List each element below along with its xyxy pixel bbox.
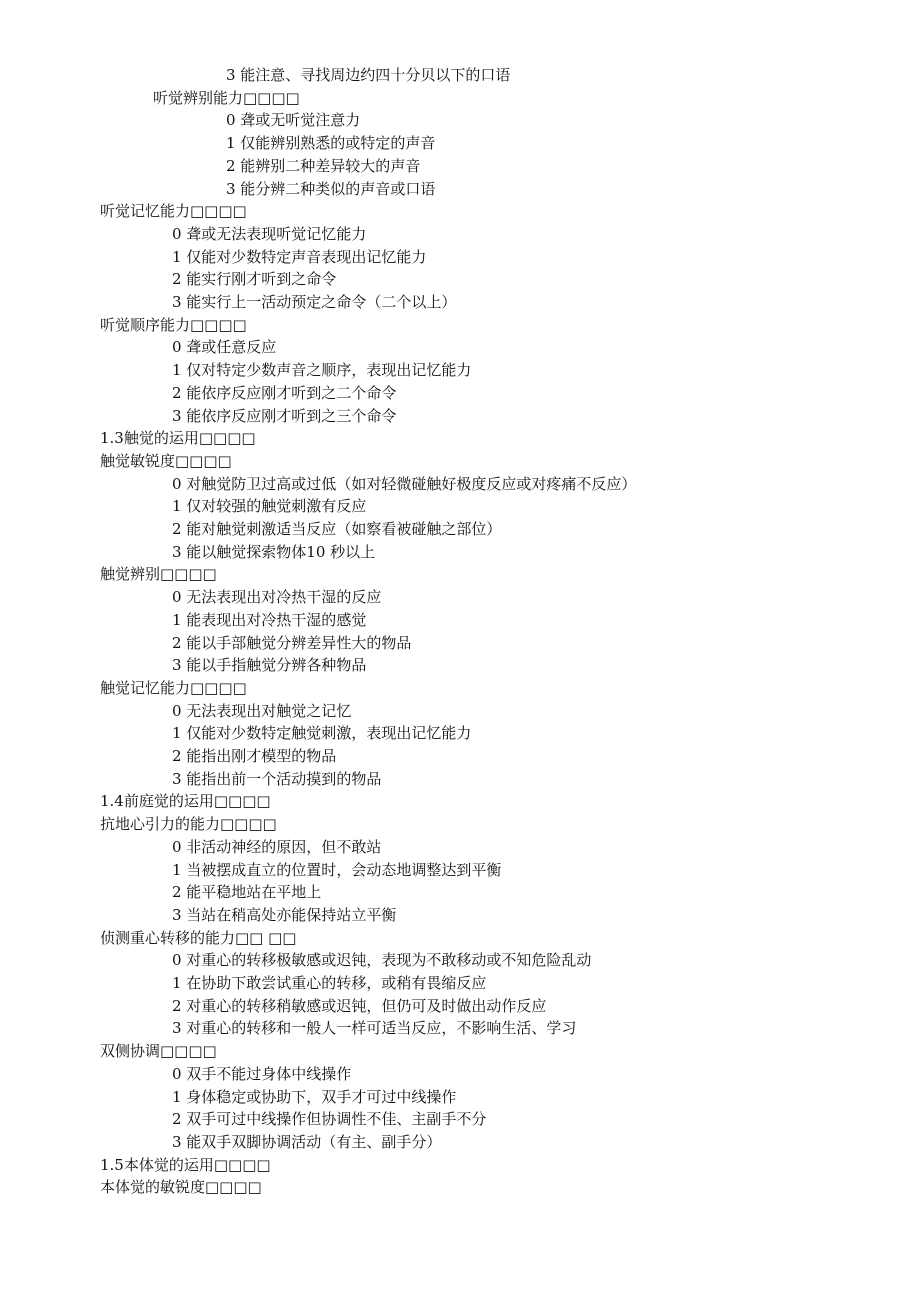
option-line: 3 能注意、寻找周边约四十分贝以下的口语: [226, 66, 511, 84]
option-line: 2 对重心的转移稍敏感或迟钝，但仍可及时做出动作反应: [172, 996, 547, 1015]
option-line: 1 身体稳定或协助下，双手才可过中线操作: [172, 1087, 457, 1106]
option-line: 3 对重心的转移和一般人一样可适当反应，不影响生活、学习: [172, 1019, 577, 1038]
section-heading: 抗地心引力的能力□□□□: [100, 815, 277, 834]
option-line: 3 能以触觉探索物体10 秒以上: [172, 542, 376, 561]
option-line: 1 能表现出对冷热干湿的感觉: [172, 610, 367, 629]
option-line: 2 能以手部触觉分辨差异性大的物品: [172, 633, 412, 652]
option-line: 1 仅能对少数特定触觉刺激，表现出记忆能力: [172, 724, 472, 743]
option-line: 1 仅对特定少数声音之顺序，表现出记忆能力: [172, 361, 472, 380]
section-heading: 1.4前庭觉的运用□□□□: [100, 792, 271, 811]
option-line: 0 聋或任意反应: [172, 338, 277, 357]
option-line: 2 能指出刚才模型的物品: [172, 747, 337, 765]
option-line: 0 聋或无听觉注意力: [226, 111, 361, 130]
option-line: 0 非活动神经的原因，但不敢站: [172, 837, 382, 856]
section-heading: 1.5本体觉的运用□□□□: [100, 1155, 271, 1174]
option-line: 3 能分辨二种类似的声音或口语: [226, 179, 436, 198]
option-line: 3 能以手指触觉分辨各种物品: [172, 656, 367, 675]
option-line: 1 当被摆成直立的位置时，会动态地调整达到平衡: [172, 860, 502, 879]
option-line: 1 仅对较强的触觉刺激有反应: [172, 497, 367, 516]
option-line: 3 能指出前一个活动摸到的物品: [172, 769, 382, 788]
option-line: 2 能实行刚才听到之命令: [172, 270, 337, 289]
section-heading: 触觉辨别□□□□: [100, 565, 217, 584]
option-line: 3 能依序反应刚才听到之三个命令: [172, 406, 397, 425]
option-line: 0 双手不能过身体中线操作: [172, 1064, 352, 1083]
section-heading: 听觉顺序能力□□□□: [100, 315, 247, 334]
section-heading: 触觉记忆能力□□□□: [100, 678, 247, 697]
option-line: 2 能辨别二种差异较大的声音: [226, 156, 421, 175]
option-line: 2 能对触觉刺激适当反应（如察看被碰触之部位）: [172, 520, 502, 538]
option-line: 2 能平稳地站在平地上: [172, 883, 322, 902]
section-heading: 触觉敏锐度□□□□: [100, 451, 232, 470]
option-line: 1 在协助下敢尝试重心的转移，或稍有畏缩反应: [172, 974, 487, 992]
option-line: 2 能依序反应刚才听到之二个命令: [172, 383, 397, 402]
option-line: 3 当站在稍高处亦能保持站立平衡: [172, 905, 397, 924]
option-line: 1 仅能辨别熟悉的或特定的声音: [226, 134, 436, 153]
option-line: 2 双手可过中线操作但协调性不佳、主副手不分: [172, 1110, 487, 1129]
section-heading: 1.3触觉的运用□□□□: [100, 429, 256, 448]
option-line: 0 无法表现出对触觉之记忆: [172, 701, 352, 720]
option-line: 1 仅能对少数特定声音表现出记忆能力: [172, 247, 427, 266]
option-line: 0 对触觉防卫过高或过低（如对轻微碰触好极度反应或对疼痛不反应）: [172, 474, 637, 493]
section-heading: 听觉辨别能力□□□□: [153, 88, 300, 107]
section-heading: 听觉记忆能力□□□□: [100, 202, 247, 221]
section-heading: 侦测重心转移的能力□□ □□: [100, 928, 297, 947]
section-heading: 双侧协调□□□□: [100, 1042, 217, 1061]
section-heading: 本体觉的敏锐度□□□□: [100, 1178, 262, 1197]
option-line: 0 对重心的转移极敏感或迟钝，表现为不敢移动或不知危险乱动: [172, 951, 592, 970]
option-line: 3 能双手双脚协调活动（有主、副手分）: [172, 1132, 442, 1151]
option-line: 0 聋或无法表现听觉记忆能力: [172, 224, 367, 243]
option-line: 0 无法表现出对冷热干湿的反应: [172, 588, 382, 607]
option-line: 3 能实行上一活动预定之命令（二个以上）: [172, 293, 457, 311]
